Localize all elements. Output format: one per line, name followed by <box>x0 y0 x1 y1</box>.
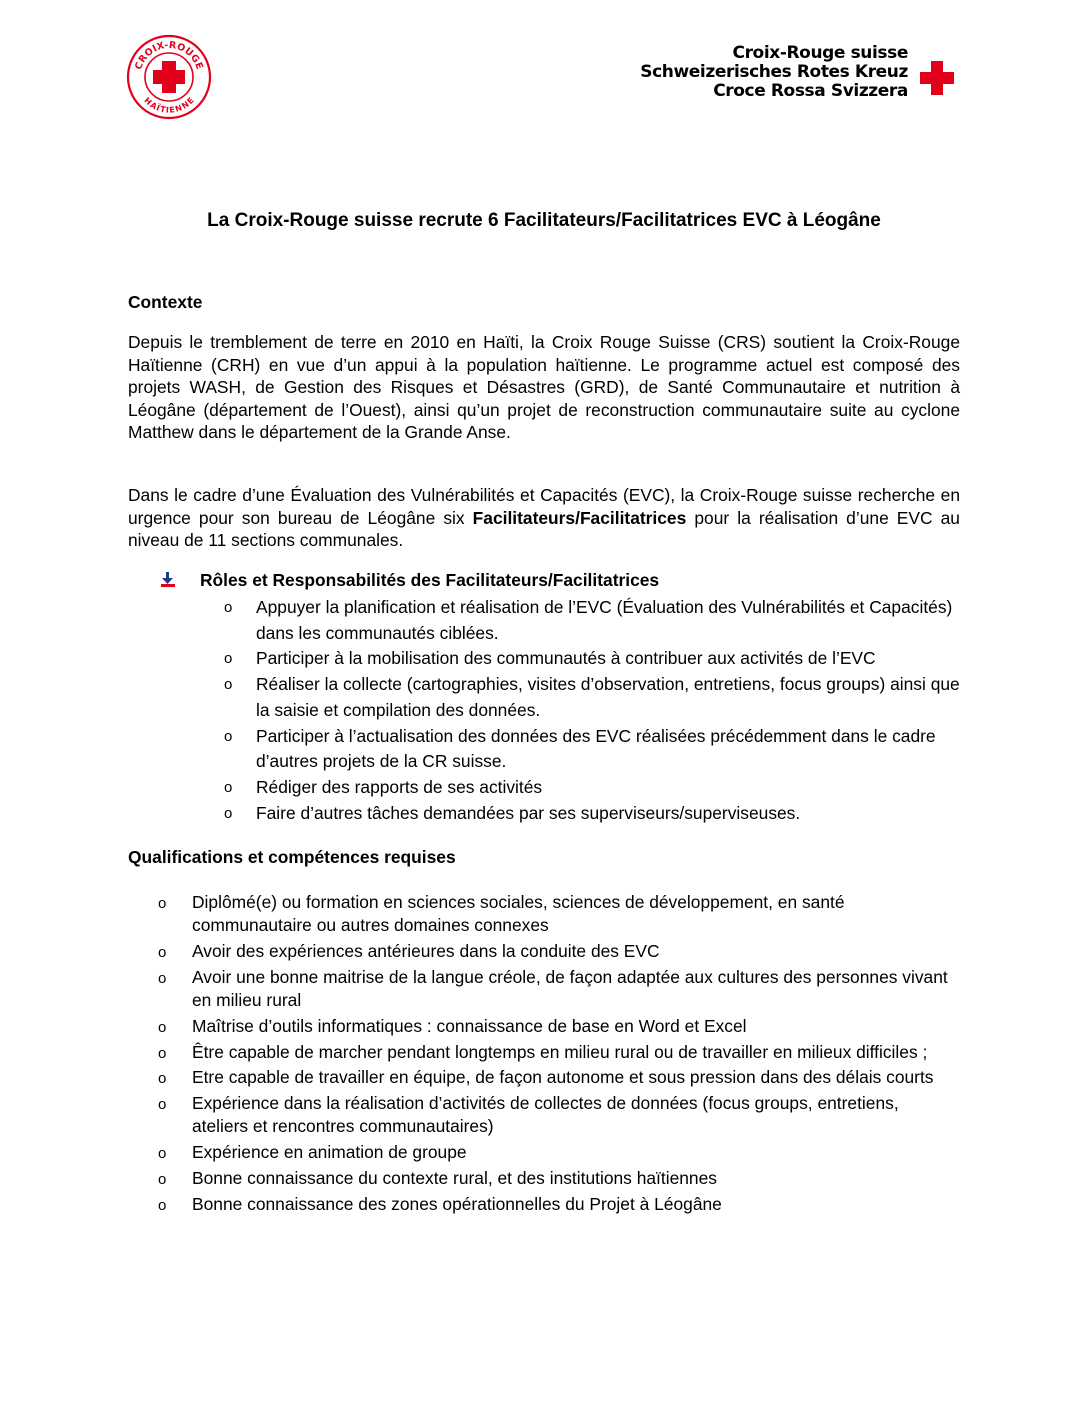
list-item: o Avoir une bonne maitrise de la langue créole, de façon adaptée aux cultures des personnes vivant en milieu rural <box>158 966 948 1011</box>
contexte-heading: Contexte <box>128 292 203 312</box>
crs-logo-line-de: Schweizerisches Rotes Kreuz <box>640 62 908 82</box>
list-item: o Expérience en animation de groupe <box>158 1142 467 1163</box>
page-title: La Croix-Rouge suisse recrute 6 Facilitateurs/Facilitatrices EVC à Léogâne <box>207 210 881 231</box>
qualifications-heading: Qualifications et compétences requises <box>128 847 456 867</box>
crs-logo-line-fr: Croix-Rouge suisse <box>732 43 908 63</box>
list-item: o Participer à l’actualisation des données des EVC réalisées précédemment dans le cadre d’autres projets de la CR suisse. <box>224 725 936 772</box>
croix-rouge-suisse-logo <box>640 43 960 108</box>
crs-logo-line-it: Croce Rossa Svizzera <box>713 81 908 101</box>
list-item: o Faire d’autres tâches demandées par ses superviseurs/superviseuses. <box>224 802 801 823</box>
crh-logo-bottom-text: HAÏTIENNE <box>142 95 196 115</box>
contexte-paragraph-2: Dans le cadre d’une Évaluation des Vulnérabilités et Capacités (EVC), la Croix-Rouge suisse recherche en urgence pour son bureau de Léogâne six Facilitateurs/Facilitatrices pour la réalisation d’une EVC au niveau de 11 sections communales. <box>128 485 960 551</box>
list-item: o Rédiger des rapports de ses activités <box>224 776 543 797</box>
list-item: o Bonne connaissance du contexte rural, et des institutions haïtiennes <box>158 1167 717 1188</box>
list-item: o Etre capable de travailler en équipe, de façon autonome et sous pression dans des délais courts <box>158 1067 934 1088</box>
roles-list <box>222 595 962 826</box>
arrow-bullet-icon <box>160 572 176 588</box>
roles-heading-text: Rôles et Responsabilités des Facilitateurs/Facilitatrices <box>200 570 660 590</box>
list-item: o Diplômé(e) ou formation en sciences sociales, sciences de développement, en santé communautaire ou autres domaines connexes <box>158 892 845 936</box>
red-cross-icon <box>920 61 954 95</box>
list-item: o Réaliser la collecte (cartographies, visites d’observation, entretiens, focus groups) ainsi que la saisie et compilation des données. <box>224 674 960 720</box>
svg-text:HAÏTIENNE <box>142 96 196 115</box>
croix-rouge-haitienne-logo <box>126 34 212 120</box>
list-item: o Être capable de marcher pendant longtemps en milieu rural ou de travailler en milieux difficiles ; <box>158 1041 928 1062</box>
list-item: o Avoir des expériences antérieures dans la conduite des EVC <box>158 941 660 962</box>
list-item: o Maîtrise d’outils informatiques : connaissance de base en Word et Excel <box>158 1015 747 1036</box>
qualifications-list <box>158 891 948 1218</box>
crh-logo-top-text: CROIX-ROUGE <box>133 39 205 72</box>
list-item: o Participer à la mobilisation des communautés à contribuer aux activités de l’EVC <box>224 648 876 669</box>
list-item: o Bonne connaissance des zones opérationnelles du Projet à Léogâne <box>158 1193 722 1214</box>
contexte-paragraph-1: Depuis le tremblement de terre en 2010 en Haïti, la Croix Rouge Suisse (CRS) soutient la Croix-Rouge Haïtienne (CRH) en vue d’un appui à la population haïtienne. Le programme actuel est composé des projets WASH, de Gestion des Risques et Désastres (GRD), de Santé Communautaire et nutrition à Léogâne (département de l’Ouest), ainsi qu’un projet de reconstruction communautaire suite au cyclone Matthew dans le département de la Grande Anse. <box>128 332 960 443</box>
list-item: o Expérience dans la réalisation d’activités de collectes de données (focus groups, entretiens, ateliers et rencontres communautaires) <box>158 1093 899 1137</box>
list-item: o Appuyer la planification et réalisation de l’EVC (Évaluation des Vulnérabilités et Capacités) dans les communautés ciblées. <box>224 597 953 643</box>
